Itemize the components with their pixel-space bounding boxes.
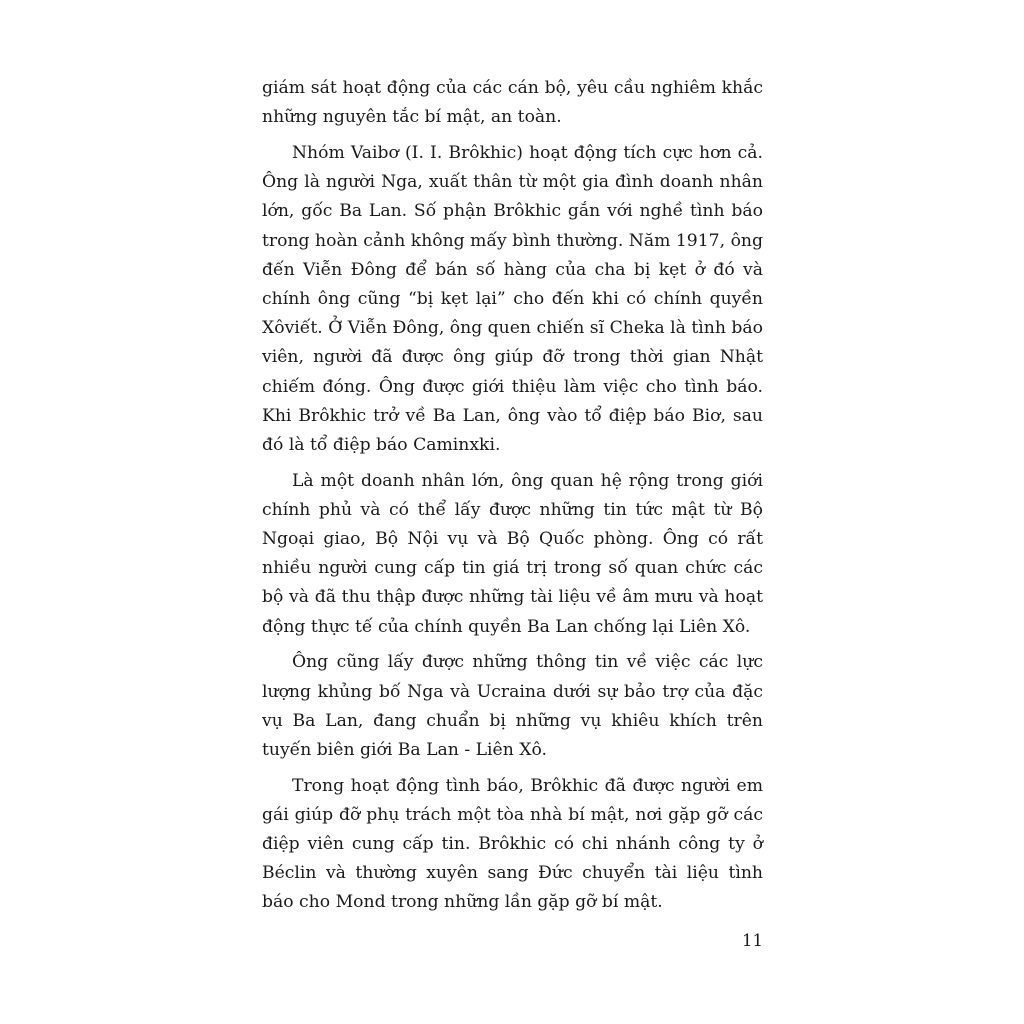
paragraph-vaibo-group: Nhóm Vaibơ (I. I. Brôkhic) hoạt động tích cực hơn cả. Ông là người Nga, xuất thân từ một gia đình doanh nhân lớn, gốc Ba Lan. Số phận Brôkhic gắn với nghề tình báo trong hoàn cảnh không mấy bình thường. Năm 1917, ông đến Viễn Đông để bán số hàng của cha bị kẹt ở đó và chính ông cũng “bị kẹt lại” cho đến khi có chính quyền Xôviết. Ở Viễn Đông, ông quen chiến sĩ Cheka là tình báo viên, người đã được ông giúp đỡ trong thời gian Nhật chiếm đóng. Ông được giới thiệu làm việc cho tình báo. Khi Brôkhic trở về Ba Lan, ông vào tổ điệp báo Biơ, sau đó là tổ điệp báo Caminxki. xyxy=(262,142,763,455)
paragraph-intelligence-activity: Trong hoạt động tình báo, Brôkhic đã được người em gái giúp đỡ phụ trách một tòa nhà bí mật, nơi gặp gỡ các điệp viên cung cấp tin. Brôkhic có chi nhánh công ty ở Béclin và thường xuyên sang Đức chuyển tài liệu tình báo cho Mond trong những lần gặp gỡ bí mật. xyxy=(262,775,763,913)
paragraph-terror-groups: Ông cũng lấy được những thông tin về việc các lực lượng khủng bố Nga và Ucraina dưới sự bảo trợ của đặc vụ Ba Lan, đang chuẩn bị những vụ khiêu khích trên tuyến biên giới Ba Lan - Liên Xô. xyxy=(262,652,763,760)
paragraph-businessman: Là một doanh nhân lớn, ông quan hệ rộng trong giới chính phủ và có thể lấy được những tin tức mật từ Bộ Ngoại giao, Bộ Nội vụ và Bộ Quốc phòng. Ông có rất nhiều người cung cấp tin giá trị trong số quan chức các bộ và đã thu thập được những tài liệu về âm mưu và hoạt động thực tế của chính quyền Ba Lan chống lại Liên Xô. xyxy=(262,470,763,637)
page-number: 11 xyxy=(742,931,763,950)
body-text xyxy=(262,74,763,924)
paragraph-continued: giám sát hoạt động của các cán bộ, yêu cầu nghiêm khắc những nguyên tắc bí mật, an toàn. xyxy=(262,78,763,128)
